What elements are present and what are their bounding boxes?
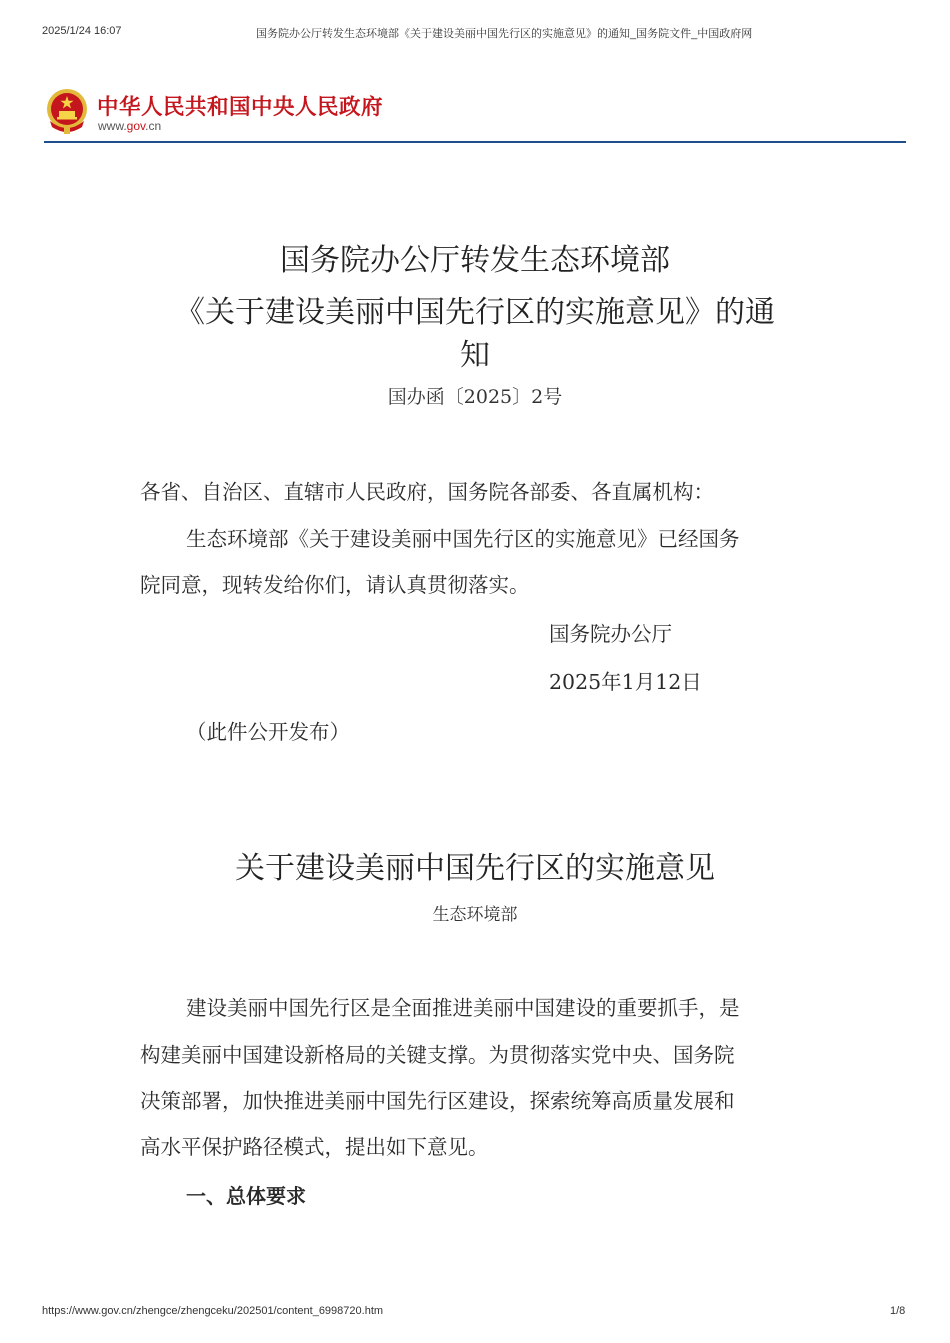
attachment-subtitle: 生态环境部 xyxy=(432,905,518,925)
document-number: 国办函〔2025〕2号 xyxy=(387,386,563,408)
site-url-suffix: .cn xyxy=(145,119,162,133)
publish-note: （此件公开发布） xyxy=(186,720,350,744)
document-title-line-1: 国务院办公厅转发生态环境部 xyxy=(280,243,670,278)
paragraph-line: 生态环境部《关于建设美丽中国先行区的实施意见》已经国务 xyxy=(186,527,740,551)
document-title-line-2: 《关于建设美丽中国先行区的实施意见》的通 xyxy=(175,295,775,330)
attachment-title: 关于建设美丽中国先行区的实施意见 xyxy=(235,851,715,886)
site-url xyxy=(98,119,161,133)
signature-org: 国务院办公厅 xyxy=(549,622,672,646)
paragraph-line: 构建美丽中国建设新格局的关键支撑。为贯彻落实党中央、国务院 xyxy=(140,1043,735,1067)
site-url-highlight: gov xyxy=(126,119,146,133)
signature-date: 2025年1月12日 xyxy=(549,670,702,694)
site-name: 中华人民共和国中央人民政府 xyxy=(97,95,384,120)
print-page-title: 国务院办公厅转发生态环境部《关于建设美丽中国先行区的实施意见》的通知_国务院文件_中国政府网 xyxy=(256,28,753,40)
salutation: 各省、自治区、直辖市人民政府，国务院各部委、各直属机构： xyxy=(140,480,714,504)
paragraph-line: 建设美丽中国先行区是全面推进美丽中国建设的重要抓手，是 xyxy=(186,996,740,1020)
national-emblem-icon xyxy=(44,87,90,135)
paragraph-line: 院同意，现转发给你们，请认真贯彻落实。 xyxy=(140,573,530,597)
paragraph-line: 决策部署，加快推进美丽中国先行区建设，探索统筹高质量发展和 xyxy=(140,1089,735,1113)
print-datetime: 2025/1/24 16:07 xyxy=(42,25,122,37)
print-url: https://www.gov.cn/zhengce/zhengceku/202501/content_6998720.htm xyxy=(42,1305,384,1317)
section-heading: 一、总体要求 xyxy=(186,1184,306,1208)
document-title-line-3: 知 xyxy=(460,338,490,373)
header-divider xyxy=(44,141,906,143)
print-page-number: 1/8 xyxy=(890,1305,906,1317)
paragraph-line: 高水平保护路径模式，提出如下意见。 xyxy=(140,1135,489,1159)
site-url-prefix: www. xyxy=(98,119,127,133)
